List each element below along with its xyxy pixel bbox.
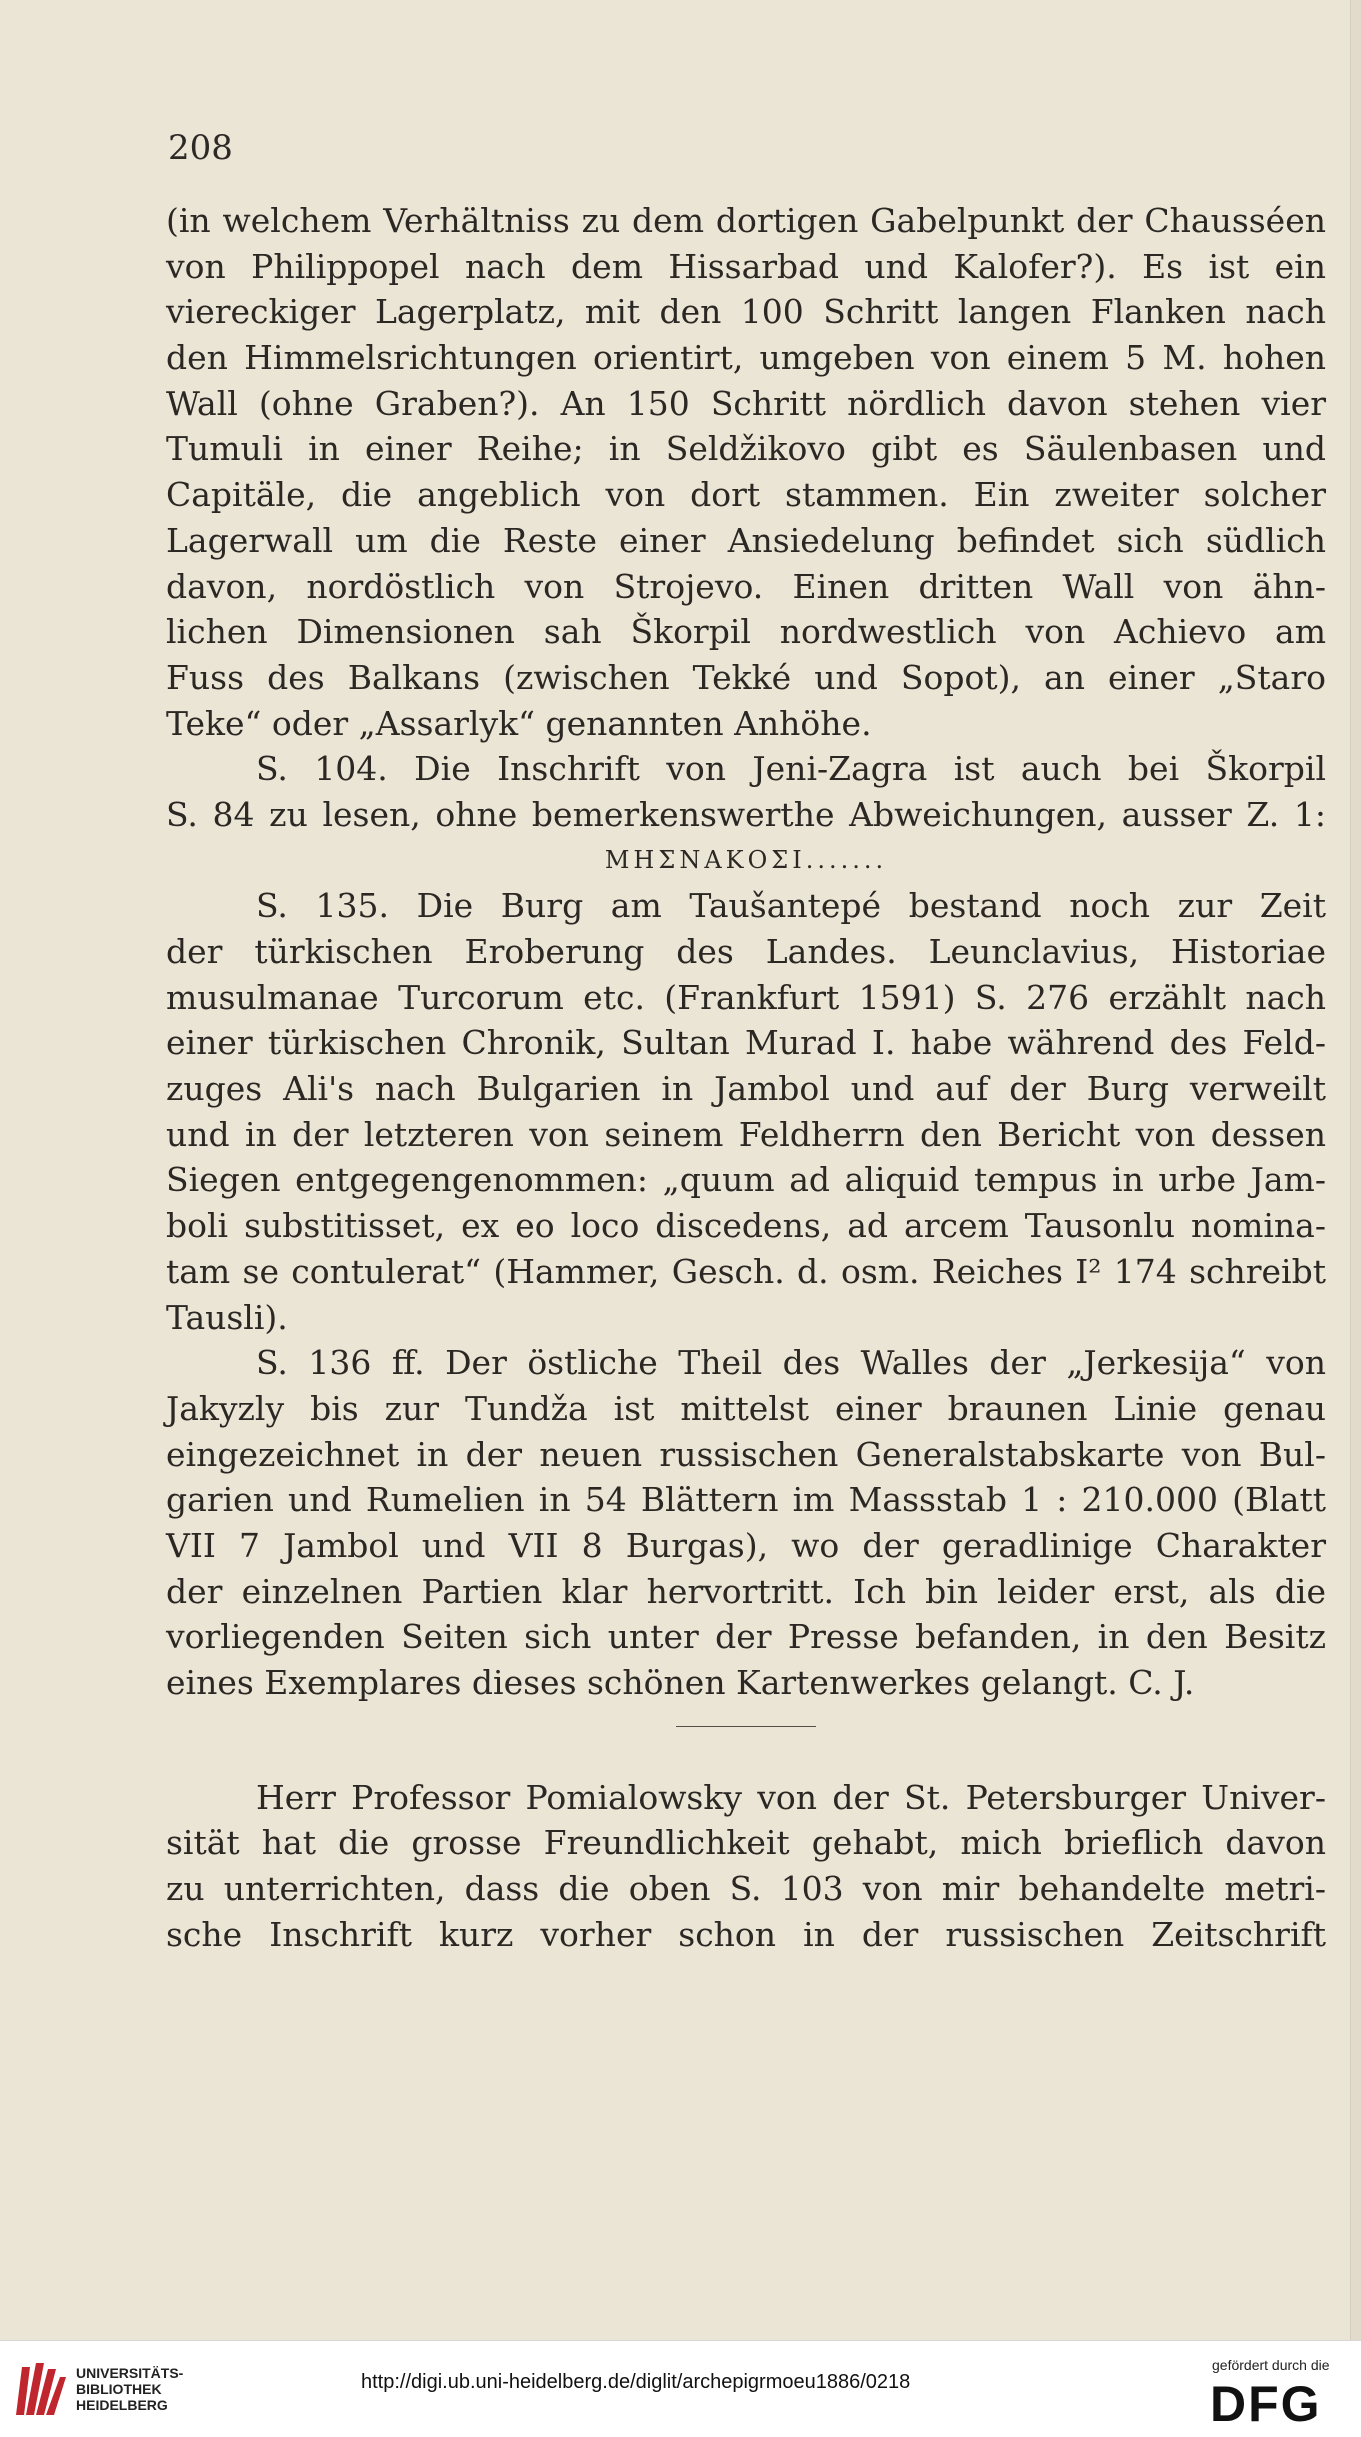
paragraph-start-line: S. 136 ff. Der östliche Theil des Walles der „Jerkesija“ von bbox=[256, 1343, 1326, 1383]
text-line: eines Exemplares dieses schönen Kartenwerkes gelangt. C. J. bbox=[166, 1663, 1195, 1702]
text-line: zuges Ali's nach Bulgarien in Jambol und auf der Burg verweilt bbox=[166, 1069, 1326, 1109]
text-line: eingezeichnet in der neuen russischen Generalstabskarte von Bul- bbox=[166, 1434, 1326, 1474]
paragraph-start-line: S. 135. Die Burg am Taušantepé bestand noch zur Zeit bbox=[256, 886, 1326, 926]
text-line: sche Inschrift kurz vorher schon in der russischen Zeitschrift bbox=[166, 1914, 1326, 1954]
paragraph-start-line: Herr Professor Pomialowsky von der St. Petersburger Univer- bbox=[256, 1777, 1326, 1817]
library-name bbox=[76, 2365, 183, 2413]
text-line: (in welchem Verhältniss zu dem dortigen Gabelpunkt der Chausséen bbox=[166, 201, 1326, 240]
text-line: von Philippopel nach dem Hissarbad und Kalofer?). Es ist ein bbox=[166, 246, 1326, 286]
text-line: Fuss des Balkans (zwischen Tekké und Sopot), an einer „Staro bbox=[166, 657, 1326, 697]
greek-inscription: ΜΗΣΝΑΚΟΣΙ....... bbox=[604, 845, 888, 874]
paragraph-start-line: S. 104. Die Inschrift von Jeni-Zagra ist auch bei Škorpil bbox=[256, 749, 1326, 789]
text-line: sität hat die grosse Freundlichkeit gehabt, mich brieflich davon bbox=[166, 1823, 1326, 1863]
text-line: tam se contulerat“ (Hammer, Gesch. d. osm. Reiches I² 174 schreibt bbox=[166, 1251, 1326, 1291]
text-line: lichen Dimensionen sah Škorpil nordwestlich von Achievo am bbox=[166, 612, 1326, 652]
text-line: davon, nordöstlich von Strojevo. Einen dritten Wall von ähn- bbox=[166, 566, 1326, 606]
text-line: Jakyzly bis zur Tundža ist mittelst einer braunen Linie genau bbox=[166, 1388, 1326, 1428]
library-name-line: HEIDELBERG bbox=[76, 2397, 168, 2413]
text-line: viereckiger Lagerplatz, mit den 100 Schritt langen Flanken nach bbox=[166, 292, 1326, 332]
page-number: 208 bbox=[168, 128, 233, 168]
text-line: Capitäle, die angeblich von dort stammen. Ein zweiter solcher bbox=[166, 475, 1326, 515]
text-line: einer türkischen Chronik, Sultan Murad I. habe während des Feld- bbox=[166, 1023, 1326, 1063]
text-line: Tumuli in einer Reihe; in Seldžikovo gibt es Säulenbasen und bbox=[166, 429, 1326, 469]
funding-note: gefördert durch die bbox=[1212, 2357, 1330, 2373]
text-line: garien und Rumelien in 54 Blättern im Massstab 1 : 210.000 (Blatt bbox=[166, 1480, 1326, 1520]
text-line: vorliegenden Seiten sich unter der Presse befanden, in den Besitz bbox=[166, 1617, 1326, 1657]
digitization-footer bbox=[0, 2340, 1361, 2437]
text-line: der einzelnen Partien klar hervortritt. Ich bin leider erst, als die bbox=[166, 1571, 1326, 1611]
text-line: boli substitisset, ex eo loco discedens, ad arcem Tausonlu nomina- bbox=[166, 1206, 1326, 1246]
text-line: zu unterrichten, dass die oben S. 103 von mir behandelte metri- bbox=[166, 1869, 1326, 1909]
university-library-logo-icon[interactable] bbox=[12, 2359, 68, 2421]
page-text bbox=[166, 198, 1326, 1957]
text-line: und in der letzteren von seinem Feldherrn den Bericht von dessen bbox=[166, 1114, 1326, 1154]
text-line: der türkischen Eroberung des Landes. Leunclavius, Historiae bbox=[166, 932, 1326, 971]
text-line: Tausli). bbox=[166, 1297, 288, 1337]
text-line: den Himmelsrichtungen orientirt, umgeben von einem 5 M. hohen bbox=[166, 338, 1326, 378]
text-line: VII 7 Jambol und VII 8 Burgas), wo der geradlinige Charakter bbox=[166, 1525, 1326, 1565]
text-line: Teke“ oder „Assarlyk“ genannten Anhöhe. bbox=[166, 703, 872, 743]
library-name-line: UNIVERSITÄTS- bbox=[76, 2365, 184, 2381]
text-line: Wall (ohne Graben?). An 150 Schritt nördlich davon stehen vier bbox=[166, 383, 1326, 423]
text-line: S. 84 zu lesen, ohne bemerkenswerthe Abweichungen, ausser Z. 1: bbox=[166, 794, 1326, 834]
library-name-line: BIBLIOTHEK bbox=[76, 2381, 162, 2397]
text-line: Siegen entgegengenommen: „quum ad aliquid tempus in urbe Jam- bbox=[166, 1160, 1326, 1200]
text-line: Lagerwall um die Reste einer Ansiedelung befindet sich südlich bbox=[166, 520, 1326, 560]
text-line: musulmanae Turcorum etc. (Frankfurt 1591) S. 276 erzählt nach bbox=[166, 977, 1326, 1017]
dfg-logo[interactable]: DFG bbox=[1210, 2376, 1322, 2432]
permalink-url[interactable]: http://digi.ub.uni-heidelberg.de/diglit/archepigrmoeu1886/0218 bbox=[361, 2371, 911, 2393]
